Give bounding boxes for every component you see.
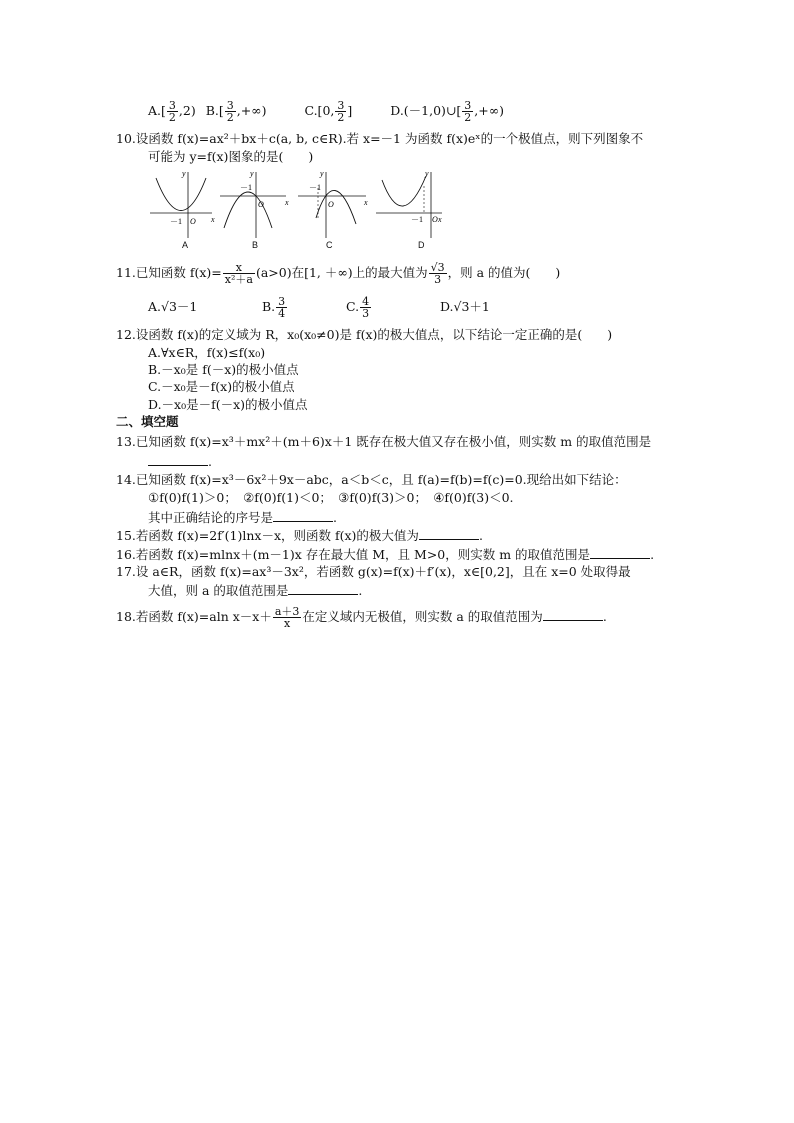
q9-options [148, 100, 504, 123]
q14-stem-line3: 其中正确结论的序号是 . [148, 510, 337, 525]
graph-a-origin: O [190, 217, 196, 226]
graph-a-minus-one: －1 [170, 217, 182, 226]
q13-answer-blank[interactable] [148, 453, 208, 466]
graph-label-c: C [326, 240, 333, 250]
graph-a-axis-y: y [182, 169, 186, 178]
q9-option-b: B.[ $\frac{3}{2}$ ,+∞) [205, 99, 267, 124]
q12-option-d: D.－x₀是－f(－x)的极小值点 [148, 397, 308, 412]
q9-option-a: A.[ $\frac{3}{2}$ ,2) [148, 99, 196, 124]
q12-option-c: C.－x₀是－f(x)的极小值点 [148, 379, 295, 394]
q11-option-c: C. $\frac{4}{3}$ [345, 295, 370, 320]
q14-stem-line2: ①f(0)f(1)＞0； ②f(0)f(1)＜0； ③f(0)f(3)＞0； ④f(0)f(3)＜0. [148, 490, 514, 505]
q15-stem: 15.若函数 f(x)=2f′(1)lnx－x，则函数 f(x)的极大值为 . [116, 528, 483, 543]
q9-option-d: D.(－1,0)∪[ $\frac{3}{2}$ ,+∞) [390, 99, 505, 124]
graph-c-minus-one: －1 [309, 183, 321, 192]
graph-c [298, 169, 368, 238]
q14-stem-line1: 14.已知函数 f(x)=x³－6x²＋9x－abc，a＜b＜c，且 f(a)=f(b)=f(c)=0.现给出如下结论： [116, 472, 627, 487]
graph-c-axis-x: x [364, 198, 368, 207]
q11-options [148, 296, 490, 319]
graph-a [150, 169, 215, 238]
q11-option-a: A.√3－1 [148, 299, 198, 314]
q10-stem-line1: 10.设函数 f(x)=ax²＋bx＋c(a, b, c∈R).若 x=－1 为函数 f(x)eˣ的一个极值点，则下列图象不 [116, 131, 644, 146]
graph-d-minus-one: －1 [411, 215, 423, 224]
q15-answer-blank[interactable] [419, 527, 479, 540]
q17-stem-line1: 17.设 a∈R，函数 f(x)=ax³－3x²，若函数 g(x)=f(x)＋f′(x)，x∈[0,2]，且在 x=0 处取得最 [116, 564, 631, 579]
graph-d [376, 169, 442, 238]
q10-stem-line2: 可能为 y=f(x)图象的是( ) [148, 149, 314, 164]
graph-b-minus-one: －1 [240, 183, 252, 192]
graph-label-b: B [252, 240, 259, 250]
q18-stem: 18.若函数 f(x)=aln x－x＋ $\frac{a+3}{x}$ 在定义域内无极值，则实数 a 的取值范围为 . [116, 605, 607, 630]
graph-b-axis-y: y [250, 169, 254, 178]
q10-graphs [148, 168, 448, 252]
graph-label-d: D [418, 240, 425, 250]
graph-d-axis-x: x [438, 215, 442, 224]
graph-a-axis-x: x [211, 215, 215, 224]
q9-option-c: C.[0, $\frac{3}{2}$ ] [304, 99, 353, 124]
q11-option-b: B. $\frac{3}{4}$ [261, 295, 286, 320]
q13-stem-line1: 13.已知函数 f(x)=x³＋mx²＋(m＋6)x＋1 既存在极大值又存在极小值，则实数 m 的取值范围是 [116, 434, 652, 449]
graph-b-origin: O [258, 200, 264, 209]
q10-graphs-svg [148, 168, 448, 240]
q12-stem: 12.设函数 f(x)的定义域为 R，x₀(x₀≠0)是 f(x)的极大值点，以下结论一定正确的是( ) [116, 327, 613, 342]
graph-b [220, 169, 289, 238]
graph-d-origin: O [432, 215, 438, 224]
section-heading: 二、填空题 [116, 414, 179, 429]
q12-option-b: B.－x₀是 f(－x)的极小值点 [148, 362, 299, 377]
q14-answer-blank[interactable] [273, 509, 333, 522]
graph-c-axis-y: y [320, 169, 324, 178]
q16-answer-blank[interactable] [590, 546, 650, 559]
q13-stem-line2: . [148, 453, 212, 470]
q11-option-d: D.√3＋1 [439, 299, 490, 314]
graph-b-axis-x: x [285, 198, 289, 207]
graph-d-axis-y: y [425, 169, 429, 178]
q12-option-a: A.∀x∈R，f(x)≤f(x₀) [148, 345, 266, 360]
q16-stem: 16.若函数 f(x)=mlnx＋(m－1)x 存在最大值 M，且 M>0，则实数 m 的取值范围是 . [116, 547, 655, 562]
q17-answer-blank[interactable] [288, 582, 358, 595]
q11-stem: 11.已知函数 f(x)= $\frac{x}{\text{x²＋a}}$ (a>0)在[1, ＋∞)上的最大值为 $\frac{√3}{3}$ ，则 a 的值为( ) [116, 261, 561, 286]
q18-answer-blank[interactable] [543, 608, 603, 621]
graph-c-origin: O [328, 200, 334, 209]
graph-label-a: A [182, 240, 189, 250]
q17-stem-line2: 大值，则 a 的取值范围是 . [148, 583, 363, 598]
